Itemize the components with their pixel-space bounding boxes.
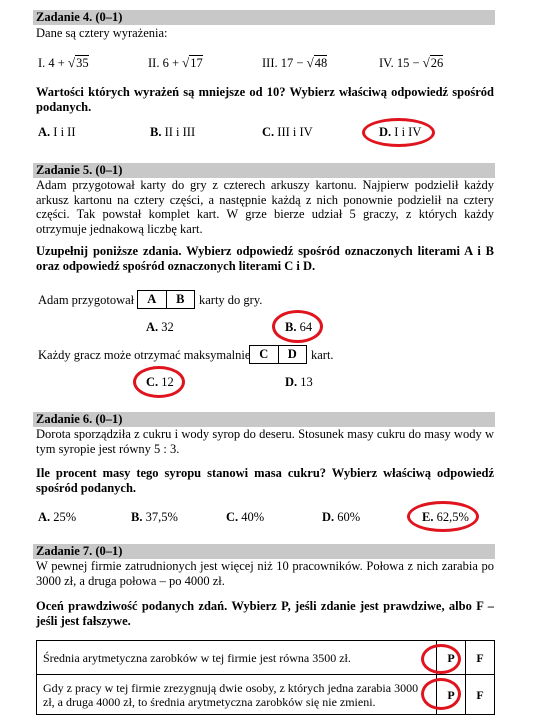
expr-pre: 4 + <box>48 56 68 70</box>
expr-label: I. <box>38 56 46 70</box>
expr-1 <box>38 55 89 71</box>
task-4-intro: Dane są cztery wyrażenia: <box>36 26 168 40</box>
expr-3 <box>262 55 327 71</box>
task-4-option-b[interactable] <box>150 125 195 140</box>
expr-radicand: 35 <box>76 56 89 70</box>
task-5-text: Adam przygotował karty do gry z czterech arkuszy kartonu. Najpierw podzielił każdy arkusz kartonu na cztery części, a następnie każdą z nich ponownie podzielił na cztery części. Tak powstał komplet kart. W grze bierze udział 5 graczy, z których każdy otrzymuje jednakową liczbę kart. <box>36 178 494 236</box>
task-6-header: Zadanie 6. (0–1) <box>33 412 495 427</box>
option-letter: D. <box>322 510 335 524</box>
option-text: 62,5% <box>436 510 469 524</box>
option-letter: B. <box>131 510 143 524</box>
option-letter: B. <box>150 125 162 139</box>
sqrt-icon: √ <box>422 55 430 70</box>
sqrt-icon: √ <box>67 55 76 70</box>
sqrt-icon: √ <box>306 55 314 70</box>
answer-circle-mark <box>421 678 461 710</box>
task-5-option-d[interactable] <box>285 375 313 390</box>
expr-label: III. <box>262 56 278 70</box>
false-cell[interactable]: F <box>466 675 495 715</box>
task-5-sentence-2-end: kart. <box>311 348 334 362</box>
option-letter: C. <box>146 375 159 389</box>
option-text: 64 <box>299 320 313 334</box>
task-5-sentence-2-start: Każdy gracz może otrzymać maksymalnie <box>38 348 251 362</box>
task-5-option-a[interactable] <box>146 320 174 335</box>
option-text: II i III <box>164 125 196 139</box>
expr-pre: 6 + <box>162 56 183 70</box>
answer-circle-mark <box>421 644 461 674</box>
answer-circle-mark <box>407 501 479 532</box>
expr-pre: 15 − <box>396 56 423 70</box>
box-cell-a: A <box>147 292 157 306</box>
option-text: 40% <box>241 510 265 524</box>
expr-label: IV. <box>379 56 394 70</box>
true-cell[interactable]: P <box>437 675 466 715</box>
box-cell-b: B <box>166 291 195 308</box>
option-letter: A. <box>38 125 51 139</box>
option-text: 13 <box>300 375 313 389</box>
option-letter: B. <box>285 320 297 334</box>
option-text: I i II <box>53 125 76 139</box>
false-cell[interactable]: F <box>466 641 495 675</box>
choice-box-ab[interactable] <box>137 290 195 309</box>
task-7-text: W pewnej firmie zatrudnionych jest więcej niż 10 pracowników. Połowa z nich zarabia po 3000 zł, a druga połowa – po 4000 zł. <box>36 559 494 588</box>
task-5-instruction: Uzupełnij poniższe zdania. Wybierz odpowiedź spośród oznaczonych literami A i B oraz odpowiedź spośród oznaczonych literami C i D. <box>36 244 494 273</box>
option-letter: C. <box>262 125 275 139</box>
task-4-header: Zadanie 4. (0–1) <box>33 10 495 25</box>
option-letter: E. <box>422 510 434 524</box>
task-6-text: Dorota sporządziła z cukru i wody syrop do deseru. Stosunek masy cukru do masy wody w tym syropie jest równy 5 : 3. <box>36 427 494 456</box>
option-text: 25% <box>53 510 77 524</box>
task-6-question: Ile procent masy tego syropu stanowi masa cukru? Wybierz właściwą odpowiedź spośród podanych. <box>36 466 494 495</box>
choice-box-cd[interactable] <box>249 345 307 364</box>
task-4-question: Wartości których wyrażeń są mniejsze od 10? Wybierz właściwą odpowiedź spośród podanych. <box>36 85 494 114</box>
task-6-option-a[interactable] <box>38 510 76 525</box>
option-letter: D. <box>379 125 392 139</box>
task-4-option-a[interactable] <box>38 125 76 140</box>
expr-radicand: 26 <box>430 56 444 70</box>
task-5-sentence-1-start: Adam przygotował <box>38 293 135 307</box>
option-text: 37,5% <box>145 510 178 524</box>
task-7-header: Zadanie 7. (0–1) <box>33 544 495 559</box>
task-6-option-d[interactable] <box>322 510 360 525</box>
option-letter: A. <box>146 320 159 334</box>
option-letter: C. <box>226 510 239 524</box>
option-text: I i IV <box>394 125 422 139</box>
answer-circle-mark <box>272 310 323 343</box>
expr-radicand: 48 <box>314 56 328 70</box>
task-6-option-c[interactable] <box>226 510 264 525</box>
statement-cell: Średnia arytmetyczna zarobków w tej firmie jest równa 3500 zł. <box>37 641 437 675</box>
task-6-option-b[interactable] <box>131 510 178 525</box>
expr-label: II. <box>148 56 160 70</box>
expr-pre: 17 − <box>280 56 307 70</box>
answer-circle-mark <box>133 366 185 398</box>
option-letter: D. <box>285 375 298 389</box>
statement-cell: Gdy z pracy w tej firmie zrezygnują dwie osoby, z których jedna zarabia 3000 zł, a druga 4000 zł, to średnia arytmetyczna zarobków się nie zmieni. <box>37 675 437 715</box>
expr-radicand: 17 <box>190 56 203 70</box>
sqrt-icon: √ <box>182 55 190 70</box>
expr-2 <box>148 55 203 71</box>
true-cell[interactable]: P <box>437 641 466 675</box>
task-5-sentence-1-end: karty do gry. <box>199 293 263 307</box>
answer-circle-mark <box>362 118 435 147</box>
option-letter: A. <box>38 510 51 524</box>
box-cell-d: D <box>278 346 307 363</box>
box-cell-c: C <box>259 347 269 361</box>
option-text: 32 <box>161 320 174 334</box>
task-5-header: Zadanie 5. (0–1) <box>33 163 495 178</box>
option-text: III i IV <box>277 125 313 139</box>
task-7-instruction: Oceń prawdziwość podanych zdań. Wybierz P, jeśli zdanie jest prawdziwe, albo F – jeśli jest fałszywe. <box>36 599 494 628</box>
option-text: 60% <box>337 510 361 524</box>
option-text: 12 <box>161 375 174 389</box>
expr-4 <box>379 55 443 71</box>
task-4-option-c[interactable] <box>262 125 313 140</box>
